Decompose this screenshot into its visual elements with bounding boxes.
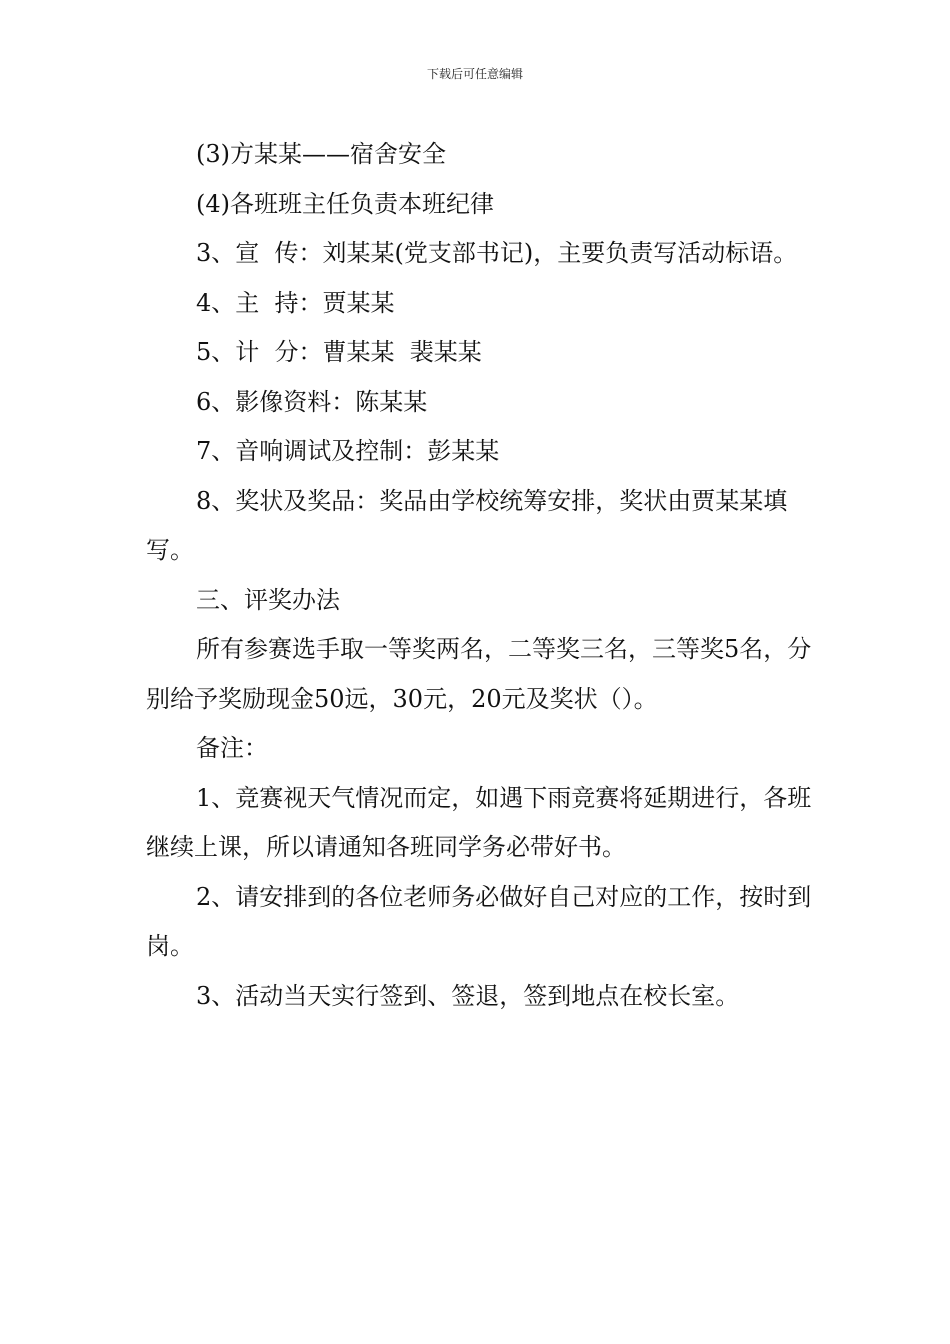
note-item-teachers: 2、请安排到的各位老师务必做好自己对应的工作，按时到岗。 — [146, 882, 812, 960]
paragraph-audio: 7、音响调试及控制：彭某某 — [196, 437, 500, 465]
paragraph-awards: 8、奖状及奖品：奖品由学校统筹安排，奖状由贾某某填写。 — [146, 486, 788, 564]
paragraph-duty-class-discipline: (4)各班班主任负责本班纪律 — [196, 189, 494, 218]
note-item-weather: 1、竞赛视天气情况而定，如遇下雨竞赛将延期进行，各班继续上课，所以请通知各班同学务必带好书。 — [146, 783, 812, 861]
note-item-signin: 3、活动当天实行签到、签退，签到地点在校长室。 — [196, 981, 740, 1010]
paragraph-host: 4、主 持：贾某某 — [196, 288, 395, 317]
paragraph-scoring: 5、计 分：曹某某 裴某某 — [196, 338, 482, 366]
page-header-note: 下载后可任意编辑 — [426, 67, 523, 81]
paragraph-media: 6、影像资料：陈某某 — [196, 387, 428, 416]
section-heading-evaluation: 三、评奖办法 — [196, 585, 340, 614]
notes-heading: 备注： — [196, 734, 268, 762]
paragraph-duty-dorm-safety: (3)方某某——宿舍安全 — [196, 140, 446, 168]
paragraph-publicity: 3、宣 传：刘某某(党支部书记)，主要负责写活动标语。 — [196, 239, 798, 267]
document-body — [146, 130, 826, 1021]
paragraph-prize-rules: 所有参赛选手取一等奖两名，二等奖三名，三等奖5名，分别给予奖励现金50远，30元，20元及奖状（）。 — [146, 635, 812, 713]
